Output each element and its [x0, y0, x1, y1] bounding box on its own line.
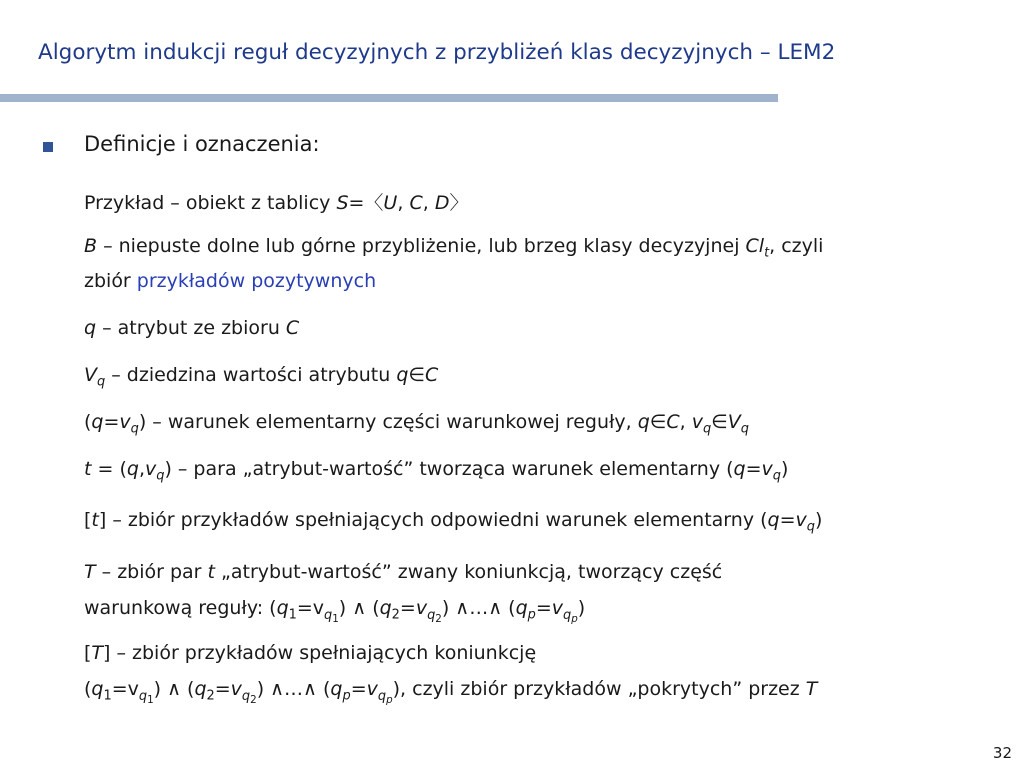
definition-conjunction: T – zbiór par t „atrybut-wartość” zwany koniunkcją, tworzący część	[84, 561, 723, 583]
positive-examples-highlight: przykładów pozytywnych	[136, 270, 377, 292]
definition-elementary-condition: $(q=v_q)$ – warunek elementarny części warunkowej reguły, q∈C, $v_q\in V_q$	[84, 411, 749, 437]
definition-b-continued: zbiór przykładów pozytywnych	[84, 270, 377, 292]
title-divider	[0, 94, 778, 102]
slide-title: Algorytm indukcji reguł decyzyjnych z przybliżeń klas decyzyjnych – LEM2	[38, 40, 836, 65]
definition-vq: $V_q$ – dziedzina wartości atrybutu q∈C	[84, 364, 439, 390]
definition-q: q – atrybut ze zbioru C	[84, 317, 300, 339]
definition-conjunction-formula: warunkową reguły: $(q_1=v_{q_1})$ ∧ $(q_2=v_{q_2})$ ∧…∧ $(q_p=v_{q_p})$	[84, 597, 586, 625]
definition-b: B – niepuste dolne lub górne przybliżenie, lub brzeg klasy decyzyjnej $Cl_t$, czyli	[84, 235, 824, 261]
definition-covered-set: [T] – zbiór przykładów spełniających koniunkcję	[84, 642, 537, 664]
bullet-square-icon	[43, 142, 53, 152]
definition-covered-formula: $(q_1=v_{q_1})$ ∧ $(q_2=v_{q_2})$ ∧…∧ $(q_p=v_{q_p})$, czyli zbiór przykładów „pokrytych” przez T	[84, 678, 818, 706]
definition-t: $t = (q,v_q)$ – para „atrybut-wartość” tworząca warunek elementarny $(q=v_q)$	[84, 458, 789, 484]
section-heading: Definicje i oznaczenia:	[84, 132, 320, 156]
page-number: 32	[992, 744, 1012, 762]
definition-example: Przykład – obiekt z tablicy S=〈U, C, D〉	[84, 192, 469, 214]
definition-t-set: [t] – zbiór przykładów spełniających odpowiedni warunek elementarny $(q=v_q)$	[84, 509, 823, 535]
